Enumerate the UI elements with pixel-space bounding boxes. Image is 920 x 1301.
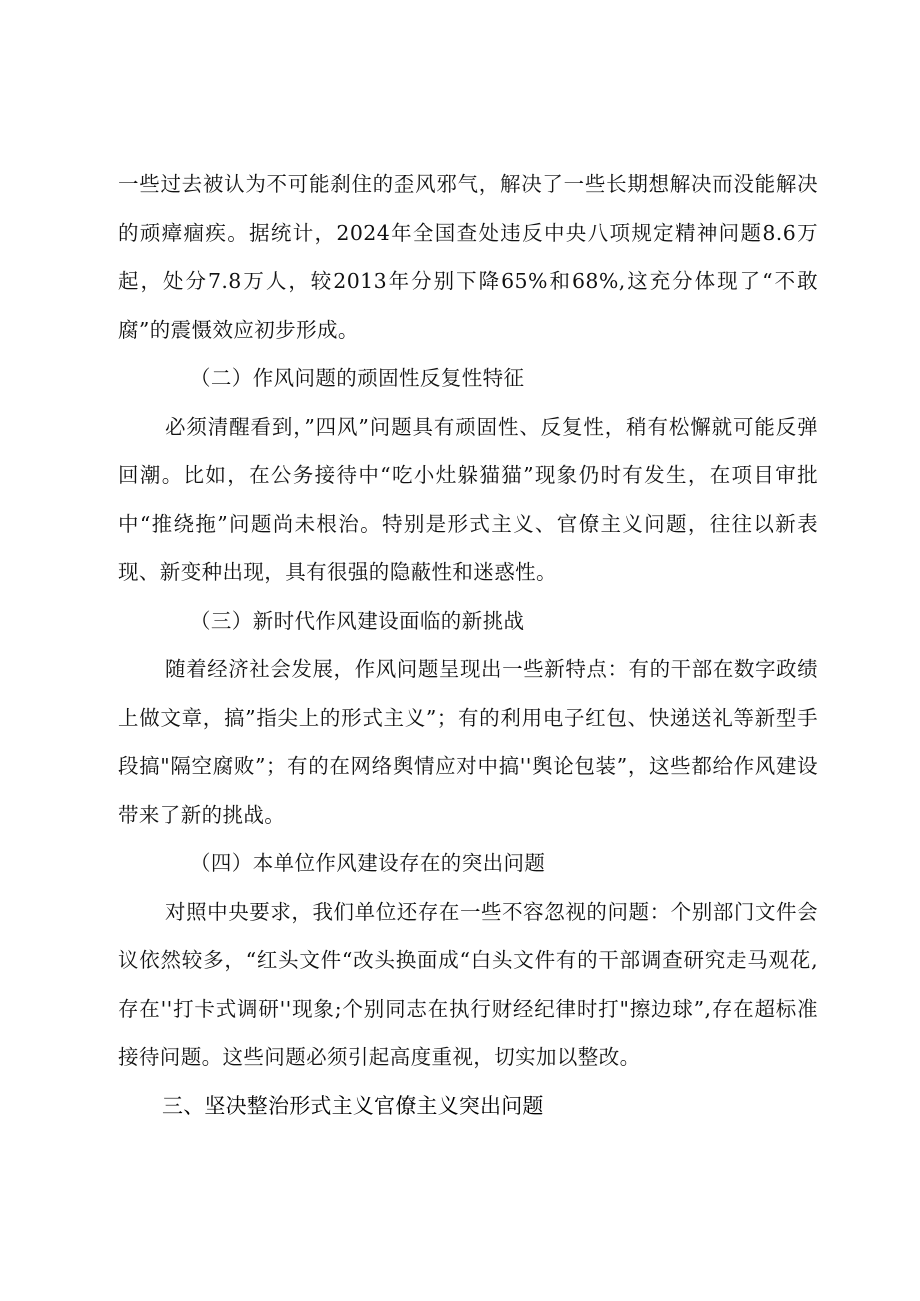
section-heading-three: 三、坚决整治形式主义官僚主义突出问题 [162, 1093, 544, 1118]
paragraph-stubbornness: 必须清醒看到，”四风”问题具有顽固性、反复性，稍有松懈就可能反弹回潮。比如，在公务接待中“吃小灶躲猫猫”现象仍时有发生，在项目审批中“推绕拖”问题尚未根治。特别是形式主义、官僚主义问题，往往以新表现、新变种出现，具有很强的隐蔽性和迷惑性。 [118, 414, 818, 584]
paragraph-statistics: 一些过去被认为不可能刹住的歪风邪气，解决了一些长期想解决而没能解决的顽瘴痼疾。据统计，2024年全国查处违反中央八项规定精神问题8.6万起，处分7.8万人，较2013年分别下降65%和68%,这充分体现了“不敢腐”的震慑效应初步形成。 [118, 172, 818, 342]
subheading-unit-problems: （四）本单位作风建设存在的突出问题 [190, 851, 546, 875]
paragraph-new-challenges: 随着经济社会发展，作风问题呈现出一些新特点：有的干部在数字政绩上做文章，搞”指尖上的形式主义”；有的利用电子红包、快递送礼等新型手段搞"隔空腐败”；有的在网络舆情应对中搞''舆论包装”，这些都给作风建设带来了新的挑战。 [118, 657, 818, 827]
subheading-new-challenges: （三）新时代作风建设面临的新挑战 [190, 608, 525, 633]
document-body [118, 160, 818, 1130]
subheading-stubbornness: （二）作风问题的顽固性反复性特征 [190, 366, 525, 390]
paragraph-unit-problems: 对照中央要求，我们单位还存在一些不容忽视的问题：个别部门文件会议依然较多，“红头文件“改头换面成“白头文件有的干部调查研究走马观花,存在''打卡式调研''现象;个别同志在执行财经纪律时打"擦边球”,存在超标准接待问题。这些问题必须引起高度重视，切实加以整改。 [118, 899, 818, 1069]
